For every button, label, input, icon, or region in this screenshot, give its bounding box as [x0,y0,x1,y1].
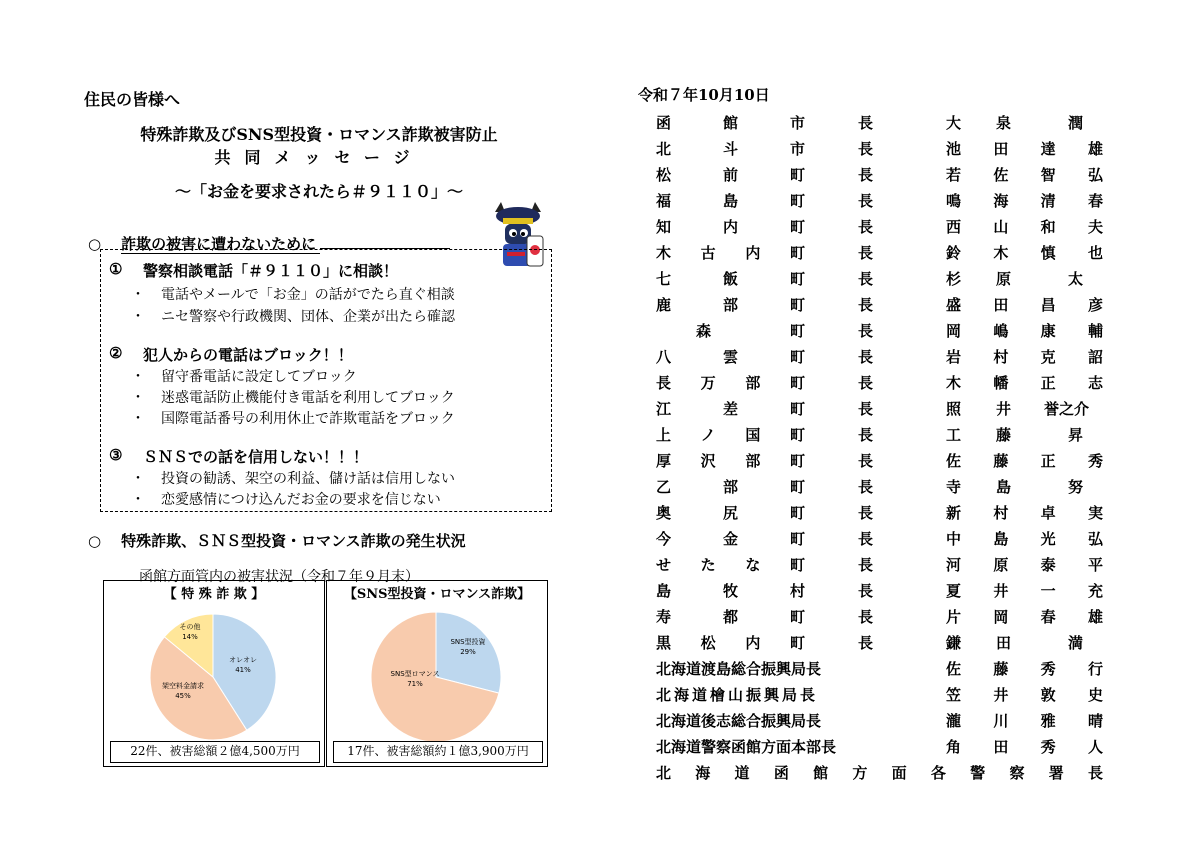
signatory-row [656,658,1104,682]
signatory-title: 長 [858,608,874,626]
item3-bullet: ・ 投資の勧誘、架空の利益、儲け話は信用しない [131,471,455,487]
chart-summary: 17件、被害総額約１億3,900万円 [333,741,543,763]
last-line-char: 館 [813,764,829,782]
signatory-place: 町 [790,166,806,184]
signatory-name: 杉 [946,270,962,288]
official-name: 秀 [1040,660,1056,678]
signatory-place: 内 [745,244,761,262]
signatory-name: 彦 [1088,296,1104,314]
signatory-row [656,502,1104,526]
item3-number: ③ [109,446,123,464]
signatory-place: 差 [723,400,739,418]
signatory-place: せ [656,556,672,574]
signatory-place: 島 [723,192,739,210]
signatory-name: 藤 [993,452,1009,470]
signatory-place: 島 [656,582,672,600]
signatory-place: 寿 [656,608,672,626]
signatory-row [656,372,1104,396]
signatory-name: 岩 [946,348,962,366]
signatory-row [656,216,1104,240]
signatory-name: 井 [993,582,1009,600]
signatory-title: 長 [858,478,874,496]
signatory-name: 卓 [1040,504,1056,522]
signatory-name: 春 [1040,608,1056,626]
last-line-char: 道 [734,764,750,782]
signatory-row [656,554,1104,578]
last-line-char: 警 [970,764,986,782]
signatory-name: 木 [946,374,962,392]
signatory-name: 木 [993,244,1009,262]
signatory-place: 木 [656,244,672,262]
signatory-row [656,762,1104,786]
section2-title: 特殊詐欺、ＳＮＳ型投資・ロマンス詐欺の発生状況 [121,532,466,550]
item2-bullet: ・ 国際電話番号の利用休止で詐欺電話をブロック [131,411,455,427]
chart-title: 【SNS型投資・ロマンス詐欺】 [343,587,531,602]
signatory-name: 西 [946,218,962,236]
last-line-char: 海 [695,764,711,782]
signatory-title: 長 [858,166,874,184]
signatory-place: 町 [790,530,806,548]
signatory-place: 部 [723,296,739,314]
signatory-name: 克 [1040,348,1056,366]
signatory-name: 昇 [1068,426,1084,444]
signatory-title: 長 [858,296,874,314]
signatory-row [656,684,1104,708]
signatory-place: ノ [700,426,716,444]
signatory-place: 雲 [723,348,739,366]
signatory-title: 長 [858,218,874,236]
signatory-name: 村 [993,348,1009,366]
signatory-name: 池 [946,140,962,158]
advice-box [100,249,552,512]
signatory-place: 斗 [723,140,739,158]
signatory-name: 夫 [1088,218,1104,236]
signatory-place: 村 [790,582,806,600]
signatory-name: 慎 [1040,244,1056,262]
signatory-row [656,606,1104,630]
signatory-name: 島 [996,478,1012,496]
signatory-place: た [700,556,716,574]
signatory-place: 町 [790,608,806,626]
signatory-name: 志 [1088,374,1104,392]
signatory-row [656,736,1104,760]
greeting: 住民の皆様へ [84,90,181,109]
signatory-title: 長 [858,140,874,158]
signatory-name: 詔 [1088,348,1104,366]
official-name: 笠 [946,686,962,704]
signatory-place: 知 [656,218,672,236]
signatory-place: 町 [790,348,806,366]
signatory-title: 長 [858,582,874,600]
signatory-place: 町 [790,400,806,418]
signatory-name: 和 [1040,218,1056,236]
item1-bullet: ・ ニセ警察や行政機関、団体、企業が出たら確認 [131,309,455,325]
signatory-place: 今 [656,530,672,548]
signatory-name: 山 [993,218,1009,236]
slice-percent: 29% [460,648,476,656]
signatory-place: 乙 [656,478,672,496]
official-name: 藤 [993,660,1009,678]
signatory-name: 秀 [1088,452,1104,470]
slice-label: オレオレ [229,656,257,664]
signatory-name: 正 [1040,374,1056,392]
item1-bullet: ・ 電話やメールで「お金」の話がでたら直ぐ相談 [131,287,455,303]
signatory-row [656,476,1104,500]
signatory-place: 函 [656,114,672,132]
signatory-row [656,710,1104,734]
signatory-name: 嶋 [993,322,1009,340]
signatory-place: 八 [656,348,672,366]
signatory-name: 鎌 [946,634,962,652]
signatory-place: 沢 [700,452,716,470]
section2-marker: ○ [88,532,102,550]
section1-title: 詐欺の被害に遭わないために [121,235,320,254]
signatory-place: 七 [656,270,672,288]
signatory-name: 幡 [993,374,1009,392]
signatory-name: 寺 [946,478,962,496]
signatory-title: 長 [858,556,874,574]
signatory-place: 町 [790,270,806,288]
item3-bullet: ・ 恋愛感情につけ込んだお金の要求を信じない [131,492,441,508]
signatory-place: 町 [790,452,806,470]
chart-summary: 22件、被害総額２億4,500万円 [110,741,320,763]
signatory-row [656,346,1104,370]
official-name: 田 [993,738,1009,756]
section1-marker: ○ [88,235,102,253]
signatory-title: 長 [858,530,874,548]
signatory-place: 国 [745,426,761,444]
signatory-place: 町 [790,634,806,652]
signatory-place: 都 [723,608,739,626]
official-name: 雅 [1040,712,1056,730]
signatory-place: 館 [723,114,739,132]
last-line-char: 方 [852,764,868,782]
signatory-title: 長 [858,270,874,288]
signatory-place: 江 [656,400,672,418]
signatory-place: 町 [790,296,806,314]
item1-number: ① [109,260,123,278]
item2-bullet: ・ 留守番電話に設定してブロック [131,369,357,385]
signatory-name: 康 [1040,322,1056,340]
signatory-row [656,242,1104,266]
official-title: 北海道檜山振興局長 [656,686,819,704]
signatory-place: 北 [656,140,672,158]
signatory-row [656,138,1104,162]
last-line-char: 北 [656,764,672,782]
signatory-name: 盛 [946,296,962,314]
signatory-row [656,164,1104,188]
slice-label: 架空料金請求 [162,682,204,690]
signatory-name: 鳴 [946,192,962,210]
signatory-place: 奥 [656,504,672,522]
signatory-name: 輔 [1088,322,1104,340]
signatory-place: 牧 [723,582,739,600]
item2-bullet: ・ 迷惑電話防止機能付き電話を利用してブロック [131,390,455,406]
official-name: 晴 [1088,712,1104,730]
signatory-place: 部 [745,452,761,470]
slice-label: SNS型投資 [450,638,486,646]
signatory-place: 福 [656,192,672,210]
signatory-place: 町 [790,426,806,444]
signatory-name: 充 [1088,582,1104,600]
signatory-name: 原 [996,270,1012,288]
last-line-char: 各 [930,764,946,782]
signatory-row [656,424,1104,448]
title-line-2: 共同メッセージ [214,148,424,167]
signatory-row [656,294,1104,318]
signatory-name: 実 [1088,504,1104,522]
signatory-name: 片 [946,608,962,626]
signatory-name: 誉之介 [1044,400,1090,418]
official-name: 瀧 [946,712,962,730]
signatory-place: 市 [790,140,806,158]
signatory-place: 町 [790,192,806,210]
signatory-place: 松 [656,166,672,184]
title-line-1: 特殊詐欺及びSNS型投資・ロマンス詐欺被害防止 [140,125,498,144]
pie-chart-sns [327,599,547,749]
signatory-name: 新 [946,504,962,522]
pie-chart-fraud [104,599,324,749]
last-line-char: 面 [891,764,907,782]
slice-label: その他 [179,623,201,631]
signatory-place: 町 [790,556,806,574]
signatory-name: 佐 [993,166,1009,184]
item1-heading: 警察相談電話「＃９１１０」に相談！ [143,262,399,280]
signatory-name: 泰 [1040,556,1056,574]
last-line-char: 署 [1048,764,1064,782]
signatory-place: 厚 [656,452,672,470]
signatory-row [656,580,1104,604]
signatory-row [656,320,1104,344]
signatory-name: 村 [993,504,1009,522]
slice-percent: 45% [175,692,191,700]
signatory-name: 田 [993,296,1009,314]
signatory-name: 泉 [996,114,1012,132]
signatory-row [656,190,1104,214]
official-name: 史 [1088,686,1104,704]
signatory-name: 満 [1068,634,1084,652]
signatory-place: 松 [700,634,716,652]
signatory-place: な [745,556,761,574]
signatory-name: 弘 [1088,166,1104,184]
signatory-title: 長 [858,348,874,366]
signatory-place: 万 [700,374,716,392]
signatory-name: 正 [1040,452,1056,470]
signatory-title: 長 [858,400,874,418]
signatory-row [656,528,1104,552]
signatory-place: 内 [745,634,761,652]
signatory-name: 田 [996,634,1012,652]
signatory-place: 部 [745,374,761,392]
signatory-name: 岡 [993,608,1009,626]
signatory-place: 町 [790,374,806,392]
signatory-name: 島 [993,530,1009,548]
signatory-name: 大 [946,114,962,132]
signatory-row [656,112,1104,136]
chart-panel-fraud [103,580,325,767]
signatory-name: 雄 [1088,608,1104,626]
date: 令和７年10月10日 [638,86,770,104]
signatory-name: 雄 [1088,140,1104,158]
signatory-title: 長 [858,114,874,132]
signatory-title: 長 [858,426,874,444]
slice-percent: 71% [407,680,423,688]
section2-subheading: 函館方面管内の被害状況（令和７年９月末） [139,569,419,585]
signatory-name: 春 [1088,192,1104,210]
signatory-title: 長 [858,374,874,392]
signatory-place: 長 [656,374,672,392]
signatory-row [656,632,1104,656]
signatory-name: 太 [1068,270,1084,288]
signatory-name: 原 [993,556,1009,574]
signatory-place: 部 [723,478,739,496]
signatory-name: 潤 [1068,114,1084,132]
signatory-name: 田 [993,140,1009,158]
official-name: 川 [993,712,1009,730]
signatory-name: 岡 [946,322,962,340]
signatory-name: 夏 [946,582,962,600]
signatory-name: 弘 [1088,530,1104,548]
signatory-name: 藤 [996,426,1012,444]
last-line-char: 函 [773,764,789,782]
signatory-place: 町 [790,504,806,522]
signatory-name: 照 [946,400,962,418]
last-line-char: 察 [1009,764,1025,782]
item3-heading: ＳＮＳでの話を信用しない！！！ [143,448,369,466]
last-line-char: 長 [1088,764,1104,782]
signatory-name: 工 [946,426,962,444]
chart-panel-sns [326,580,548,767]
official-title: 北海道警察函館方面本部長 [656,738,837,756]
signatory-name: 河 [946,556,962,574]
item2-number: ② [109,344,123,362]
signatory-name: 達 [1040,140,1056,158]
signatory-row [656,398,1104,422]
signatory-name: 中 [946,530,962,548]
section2-heading [88,530,466,551]
signatory-title: 長 [858,452,874,470]
signatory-name: 努 [1068,478,1084,496]
signatory-name: 井 [996,400,1012,418]
signatory-name: 昌 [1040,296,1056,314]
signatory-name: 光 [1040,530,1056,548]
official-name: 敦 [1040,686,1056,704]
chart-title: 【 特 殊 詐 欺 】 [163,587,265,602]
official-title: 北海道渡島総合振興局長 [656,660,822,678]
signatory-name: 平 [1088,556,1104,574]
signatory-place: 上 [656,426,672,444]
signatory-place: 内 [723,218,739,236]
signatory-name: 一 [1040,582,1056,600]
slice-percent: 14% [182,633,198,641]
signatory-place: 市 [790,114,806,132]
signatory-place: 町 [790,244,806,262]
signatory-place: 町 [790,218,806,236]
signatory-place: 飯 [723,270,739,288]
signatory-place: 町 [790,322,806,340]
signatory-place: 鹿 [656,296,672,314]
signatory-title: 長 [858,634,874,652]
official-name: 角 [946,738,962,756]
signatory-name: 清 [1040,192,1056,210]
title-line-3: ～「お金を要求されたら＃９１１０」～ [174,182,463,201]
official-name: 人 [1088,738,1104,756]
slice-label: SNS型ロマンス [390,670,440,678]
signatory-title: 長 [858,504,874,522]
official-name: 佐 [946,660,962,678]
official-title: 北海道後志総合振興局長 [656,712,822,730]
signatory-name: 智 [1040,166,1056,184]
signatory-place: 古 [700,244,716,262]
signatory-name: 也 [1088,244,1104,262]
slice-percent: 41% [235,666,251,674]
signatory-name: 海 [993,192,1009,210]
signatory-row [656,268,1104,292]
signatory-title: 長 [858,244,874,262]
signatory-place: 尻 [723,504,739,522]
signatory-title: 長 [858,192,874,210]
official-name: 行 [1088,660,1104,678]
official-name: 井 [993,686,1009,704]
signatory-name: 佐 [946,452,962,470]
signatory-place: 森 [696,322,712,340]
signatory-place: 町 [790,478,806,496]
signatory-place: 前 [723,166,739,184]
signatory-place: 黒 [656,634,672,652]
signatory-name: 鈴 [946,244,962,262]
official-name: 秀 [1040,738,1056,756]
signatory-title: 長 [858,322,874,340]
item2-heading: 犯人からの電話はブロック！！ [143,346,353,364]
signatory-place: 金 [723,530,739,548]
signatory-row [656,450,1104,474]
signatory-name: 若 [946,166,962,184]
